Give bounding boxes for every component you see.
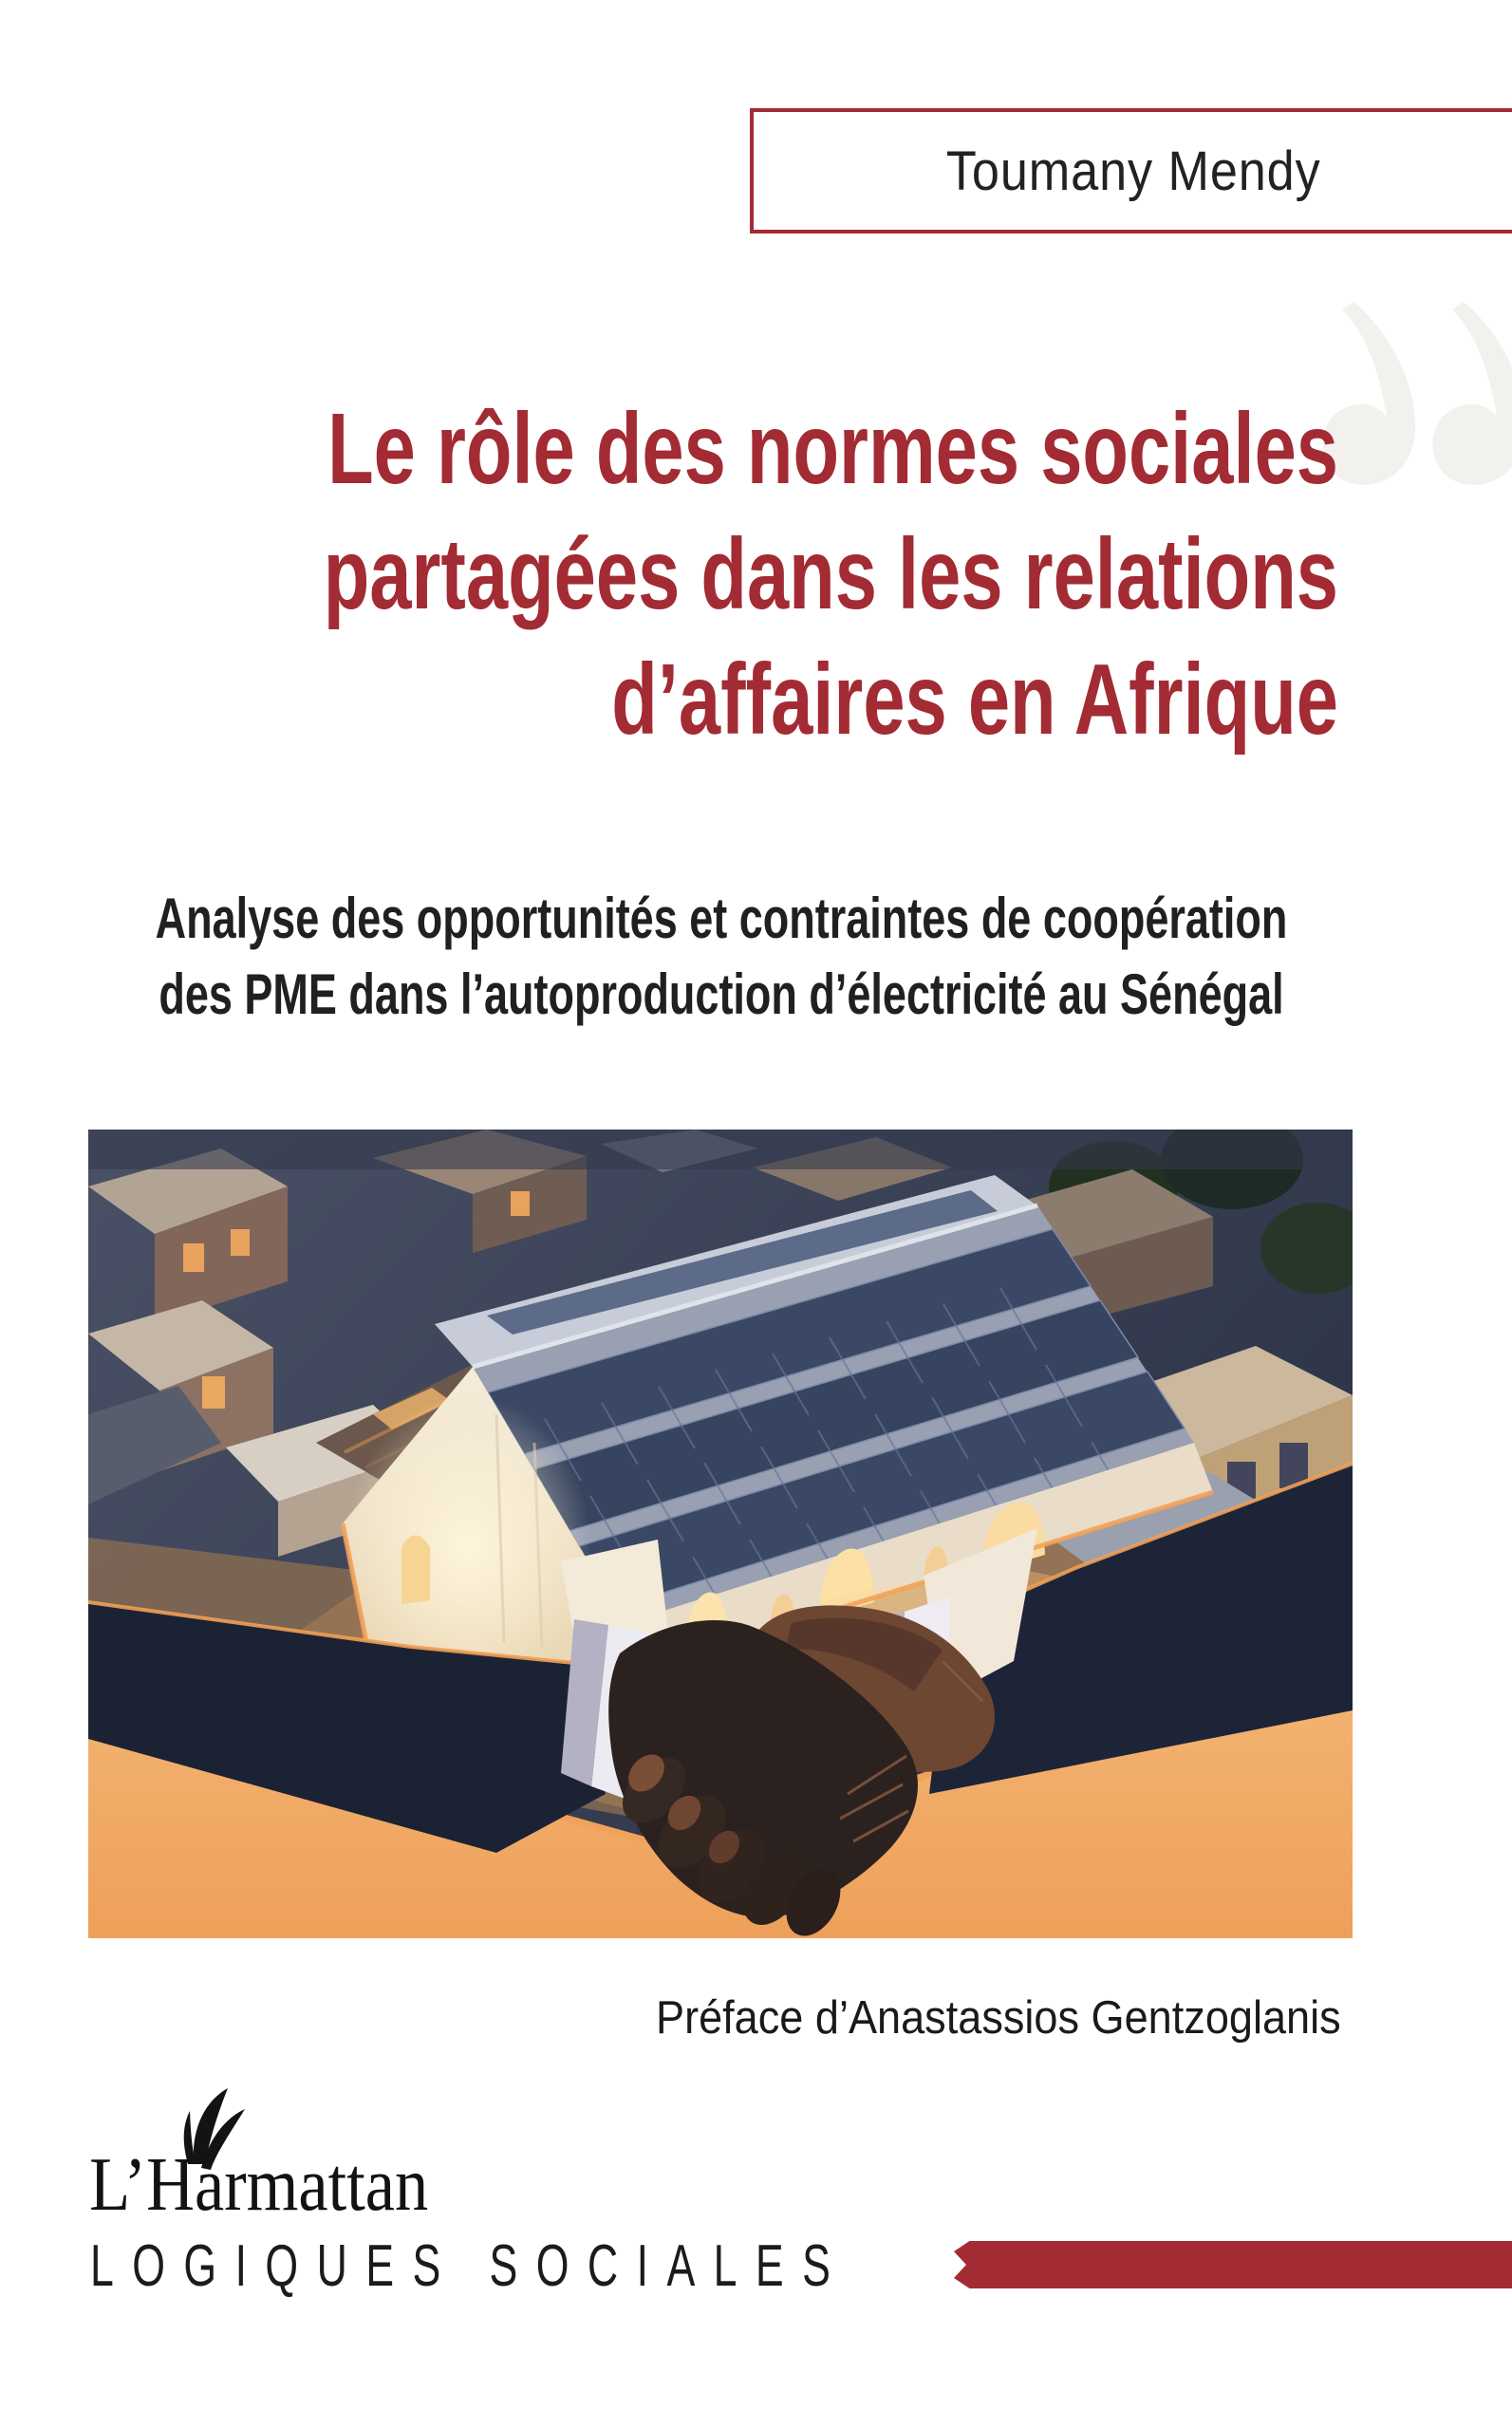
author-name: Toumany Mendy xyxy=(946,140,1321,202)
subtitle-line-1: Analyse des opportunités et contraintes de coopération xyxy=(155,887,1288,950)
subtitle-line-2: des PME dans l’autoproduction d’électricité au Sénégal xyxy=(159,962,1284,1026)
publisher-logo xyxy=(84,2088,463,2221)
solar-building-handshake-illustration xyxy=(88,1130,1353,1938)
title-line-2: partagées dans les relations xyxy=(323,518,1338,630)
preface-credit: Préface d’Anastassios Gentzoglanis xyxy=(656,1992,1341,2044)
double-quote-marks-icon xyxy=(1321,302,1512,511)
book-subtitle xyxy=(152,881,1291,1033)
collection-band xyxy=(954,2241,1512,2288)
title-line-1: Le rôle des normes sociales xyxy=(327,393,1338,505)
book-title xyxy=(199,386,1338,762)
author-box xyxy=(750,108,1512,233)
title-line-3: d’affaires en Afrique xyxy=(611,644,1338,756)
publisher-name: L’Harmattan xyxy=(89,2142,429,2221)
cover-illustration xyxy=(88,1130,1353,1938)
collection-name: LOGIQUES SOCIALES xyxy=(90,2233,849,2299)
